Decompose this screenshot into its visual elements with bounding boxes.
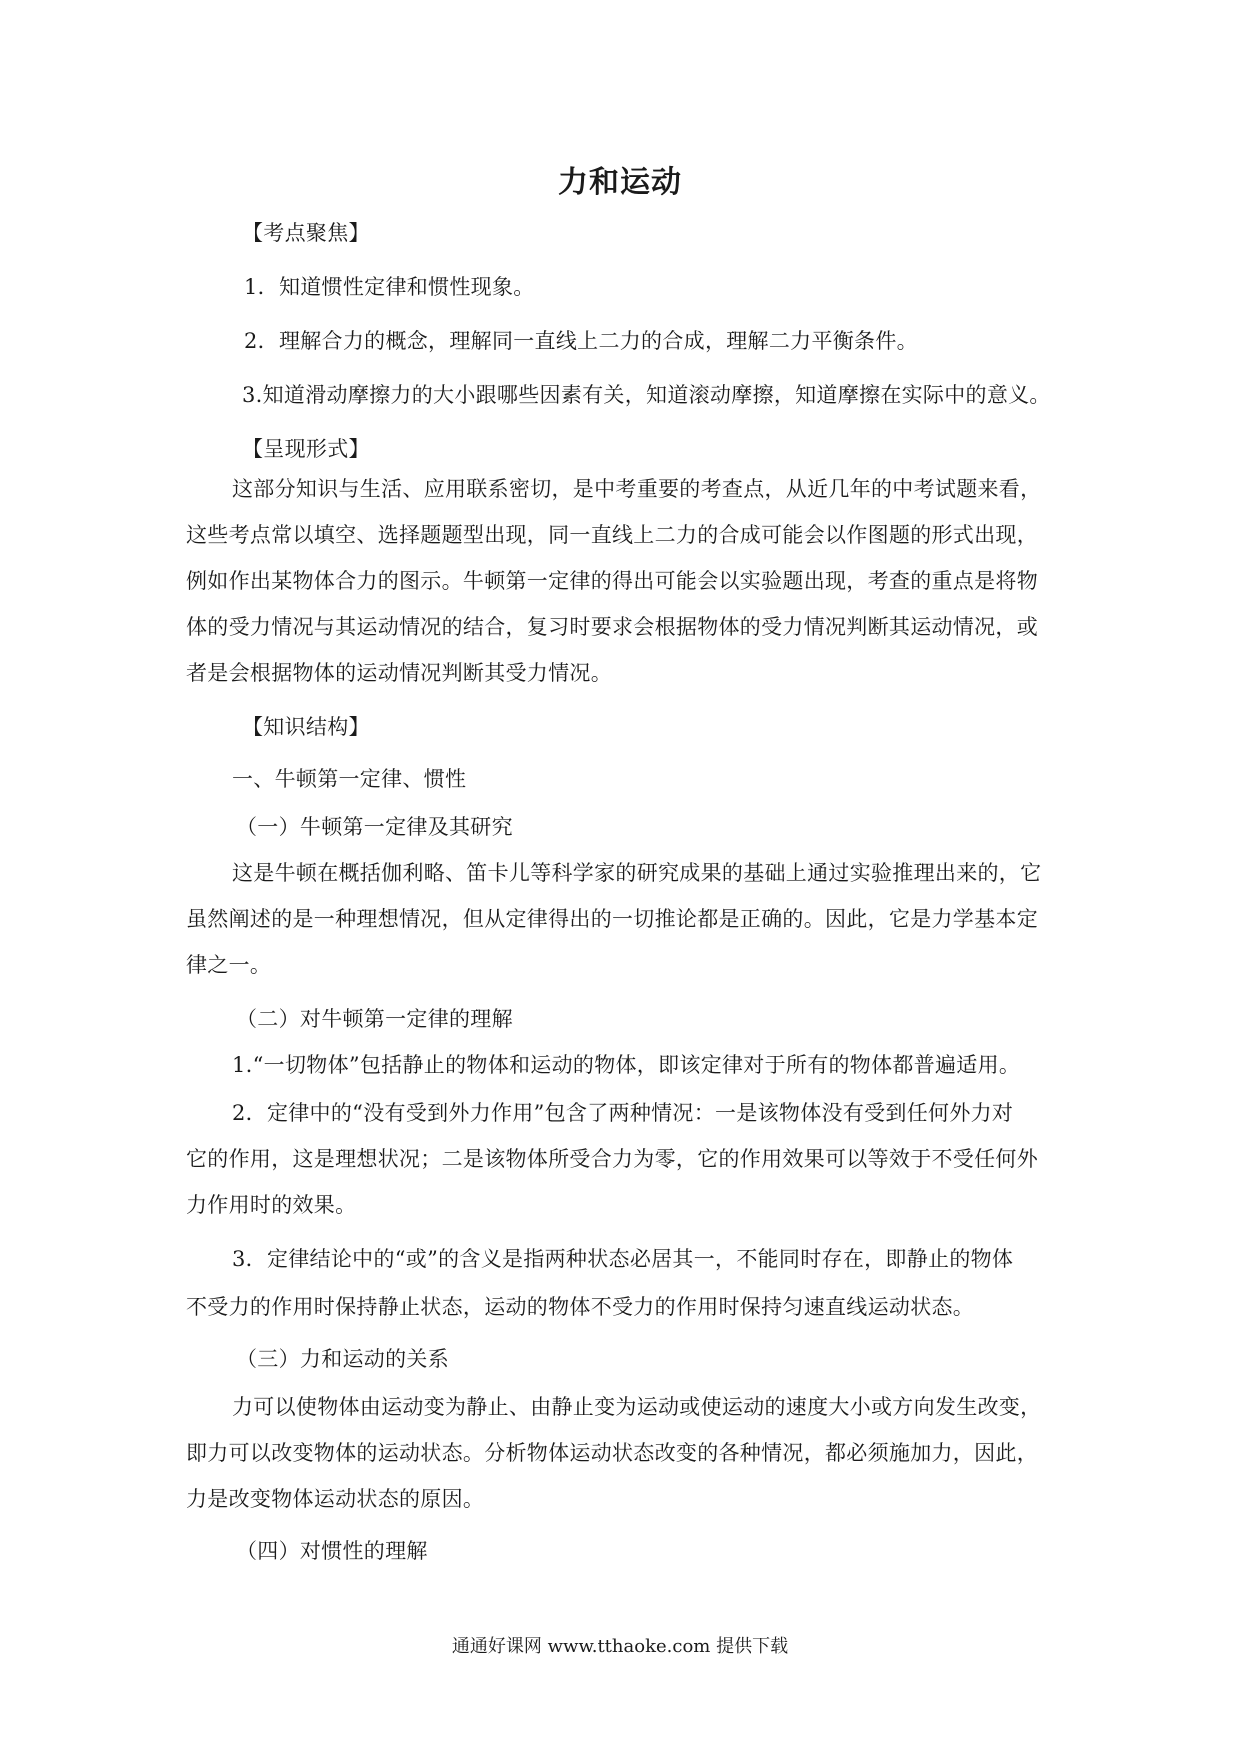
paragraph-line: 不受力的作用时保持静止状态，运动的物体不受力的作用时保持匀速直线运动状态。 [186, 1295, 975, 1319]
paragraph-line: 力是改变物体运动状态的原因。 [186, 1487, 485, 1511]
subsection-heading: （二）对牛顿第一定律的理解 [236, 1007, 513, 1031]
subsection-heading: （一）牛顿第一定律及其研究 [236, 815, 513, 839]
section-heading: 一、牛顿第一定律、惯性 [232, 767, 467, 791]
paragraph-line: 者是会根据物体的运动情况判断其受力情况。 [186, 661, 612, 685]
heading-exam-focus: 【考点聚焦】 [242, 221, 370, 245]
page-footer: 通通好课网 www.tthaoke.com 提供下载 [451, 1636, 789, 1657]
paragraph-line: 2．定律中的“没有受到外力作用”包含了两种情况：一是该物体没有受到任何外力对 [232, 1101, 1014, 1125]
paragraph-line: 这是牛顿在概括伽利略、笛卡儿等科学家的研究成果的基础上通过实验推理出来的，它 [232, 861, 1042, 885]
paragraph-line: 1.“一切物体”包括静止的物体和运动的物体，即该定律对于所有的物体都普遍适用。 [232, 1053, 1021, 1077]
exam-point-3: 3.知道滑动摩擦力的大小跟哪些因素有关，知道滚动摩擦，知道摩擦在实际中的意义。 [242, 383, 1051, 407]
paragraph-line: 这部分知识与生活、应用联系密切，是中考重要的考查点，从近几年的中考试题来看， [232, 477, 1042, 501]
subsection-heading: （四）对惯性的理解 [236, 1539, 428, 1563]
heading-knowledge-structure: 【知识结构】 [242, 715, 370, 739]
paragraph-line: 这些考点常以填空、选择题题型出现，同一直线上二力的合成可能会以作图题的形式出现， [186, 523, 1038, 547]
paragraph-line: 即力可以改变物体的运动状态。分析物体运动状态改变的各种情况，都必须施加力，因此， [186, 1441, 1038, 1465]
exam-point-2: 2．理解合力的概念，理解同一直线上二力的合成，理解二力平衡条件。 [244, 329, 918, 353]
document-title: 力和运动 [558, 165, 682, 200]
paragraph-line: 它的作用，这是理想状况；二是该物体所受合力为零，它的作用效果可以等效于不受任何外 [186, 1147, 1038, 1171]
paragraph-line: 3．定律结论中的“或”的含义是指两种状态必居其一，不能同时存在，即静止的物体 [232, 1247, 1014, 1271]
paragraph-line: 虽然阐述的是一种理想情况，但从定律得出的一切推论都是正确的。因此，它是力学基本定 [186, 907, 1038, 931]
paragraph-line: 力可以使物体由运动变为静止、由静止变为运动或使运动的速度大小或方向发生改变， [232, 1395, 1042, 1419]
subsection-heading: （三）力和运动的关系 [236, 1347, 449, 1371]
paragraph-line: 律之一。 [186, 953, 272, 977]
heading-presentation-form: 【呈现形式】 [242, 437, 370, 461]
paragraph-line: 例如作出某物体合力的图示。牛顿第一定律的得出可能会以实验题出现，考查的重点是将物 [186, 569, 1038, 593]
paragraph-line: 体的受力情况与其运动情况的结合，复习时要求会根据物体的受力情况判断其运动情况，或 [186, 615, 1038, 639]
paragraph-line: 力作用时的效果。 [186, 1193, 357, 1217]
exam-point-1: 1．知道惯性定律和惯性现象。 [244, 275, 535, 299]
